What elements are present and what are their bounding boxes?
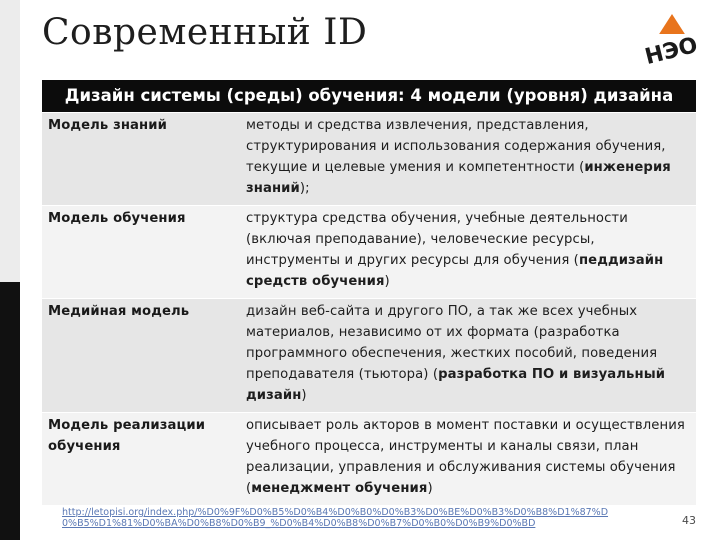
model-name: Модель знаний [48,118,167,133]
description-tail: ) [427,481,433,496]
model-name: Модель обучения [48,211,186,226]
description-emphasis: разработка ПО и визуальный дизайн [246,367,666,403]
description-emphasis: педдизайн средств обучения [246,253,664,289]
table-row [42,206,696,299]
page-number: 43 [682,514,696,527]
model-name: Модель реализации обучения [48,418,206,454]
description-emphasis: инженерия знаний [246,160,671,196]
section-header: Дизайн системы (среды) обучения: 4 модели (уровня) дизайна [42,80,696,112]
description-text: дизайн веб-сайта и другого ПО, а так же всех учебных материалов, независимо от их формата (разработка программного обеспечения, жестких пособий, поведения преподавателя (тьютора) ( [246,304,658,382]
model-description [234,413,696,506]
left-accent-bar-dark [0,282,20,540]
logo-text: НЭО [642,32,701,70]
description-text: структура средства обучения, учебные деятельности (включая преподавание), человеческие ресурсы, инструменты и других ресурсы для обучения ( [246,211,628,268]
table-row [42,299,696,413]
slide-title: Современный ID [42,12,368,53]
model-description [234,206,696,299]
description-emphasis: менеджмент обучения [251,481,428,496]
table-row [42,413,696,506]
description-tail: ) [301,388,307,403]
table-row [42,113,696,206]
model-name: Медийная модель [48,304,190,319]
description-tail: ) [384,274,390,289]
source-link[interactable]: http://letopisi.org/index.php/%D0%9F%D0%B5%D0%B4%D0%B0%D0%B3%D0%BE%D0%B3%D0%B8%D1%87%D0%B5%D1%81%D0%BA%D0%B8%D0%B9_%D0%B4%D0%B8%D0%B7%D0%B0%D0%B9%D0%BD [62,507,609,529]
model-description [234,299,696,413]
neo-logo-icon [632,8,710,70]
description-tail: ); [299,181,310,196]
models-table [42,113,696,506]
model-description [234,113,696,206]
description-text: методы и средства извлечения, представления, структурирования и использования содержания обучения, текущие и целевые умения и компетентности ( [246,118,666,175]
description-text: описывает роль акторов в момент поставки и осуществления учебного процесса, инструменты и каналы связи, план реализации, управления и обслуживания системы обучения ( [246,418,685,496]
